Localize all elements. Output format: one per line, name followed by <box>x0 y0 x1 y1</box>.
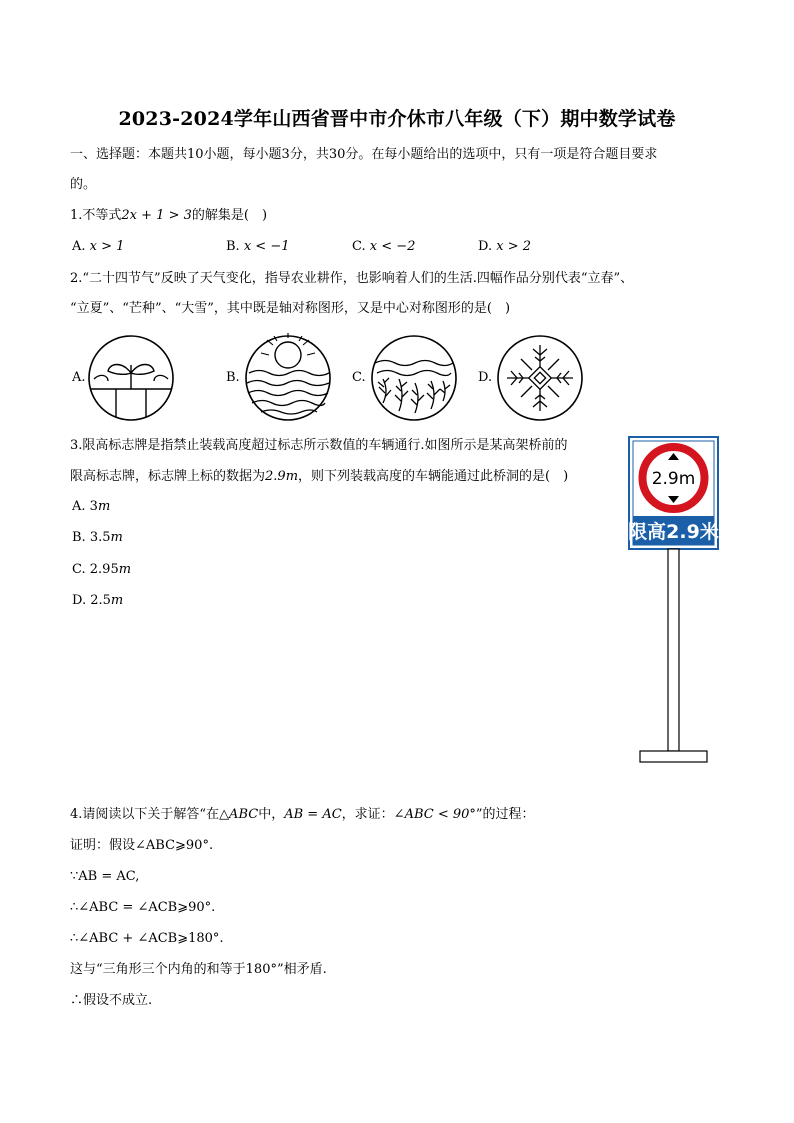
snowflake-icon <box>495 333 585 423</box>
section-instruction-line2: 的。 <box>70 177 97 192</box>
question-3-option-a[interactable] <box>72 499 110 514</box>
sign-pole <box>668 549 679 751</box>
option-value: 3 <box>89 499 98 514</box>
option-label: C. <box>72 562 86 577</box>
question-2-option-c-label[interactable]: C. <box>352 370 366 385</box>
page-title: 2023-2024学年山西省晋中市介休市八年级（下）期中数学试卷 <box>118 108 676 130</box>
proof-line-6: ∴假设不成立. <box>70 993 153 1008</box>
question-4-mid: 中， <box>258 807 285 822</box>
option-value: 2.5 <box>90 593 111 608</box>
spring-sprout-icon <box>86 333 176 423</box>
question-3-stem-line2 <box>70 468 568 486</box>
question-2-option-b-label[interactable]: B. <box>226 370 240 385</box>
question-1-option-b[interactable] <box>226 239 289 254</box>
option-label: A. <box>72 239 86 254</box>
option-unit: m <box>110 593 124 608</box>
option-label: A. <box>72 499 86 514</box>
option-label: D. <box>72 593 87 608</box>
question-4-claim: ∠ABC < 90° <box>393 807 476 822</box>
question-3-height-value: 2.9m <box>265 469 299 484</box>
question-1-expression: 2x + 1 > 3 <box>121 208 192 223</box>
proof-line-4: ∴∠ABC + ∠ACB⩾180°. <box>70 931 224 946</box>
height-limit-sign <box>628 436 720 766</box>
summer-sun-icon <box>243 333 333 423</box>
question-3-option-d[interactable] <box>72 593 123 608</box>
question-3-stem-line1: 3.限高标志牌是指禁止装载高度超过标志所示数值的车辆通行.如图所示是某高架桥前的 <box>70 438 568 453</box>
option-label: C. <box>352 239 366 254</box>
section-instruction-line1: 一、选择题：本题共10小题，每小题3分，共30分。在每小题给出的选项中，只有一项是符合题目要求 <box>70 147 658 162</box>
question-3-stem-suffix: ，则下列装载高度的车辆能通过此桥洞的是( ) <box>298 469 569 484</box>
question-2-option-d-label[interactable]: D. <box>478 370 493 385</box>
question-2-option-a-label[interactable]: A. <box>72 370 86 385</box>
proof-line-1: 证明：假设∠ABC⩾90°. <box>70 838 214 853</box>
question-3-stem-prefix: 限高标志牌，标志牌上标的数据为 <box>70 469 266 484</box>
option-text: x < −1 <box>243 239 290 254</box>
question-2-stem-line1: 2.“二十四节气”反映了天气变化，指导农业耕作，也影响着人们的生活.四幅作品分别代表“立春”、 <box>70 271 634 286</box>
option-label: B. <box>226 239 240 254</box>
question-1-option-a[interactable] <box>72 239 124 254</box>
question-3-option-c[interactable] <box>72 562 131 577</box>
option-unit: m <box>118 562 132 577</box>
question-1-prefix: 1.不等式 <box>70 208 122 223</box>
question-1-suffix: 的解集是( ) <box>191 208 268 223</box>
question-4-triangle: △ABC <box>219 807 259 822</box>
question-1-stem <box>70 207 267 225</box>
question-4-stem <box>70 806 535 824</box>
question-1-option-d[interactable] <box>478 239 531 254</box>
proof-line-3: ∴∠ABC = ∠ACB⩾90°. <box>70 900 216 915</box>
proof-line-5: 这与“三角形三个内角的和等于180°”相矛盾. <box>70 962 327 977</box>
question-4-mid2: ，求证： <box>341 807 394 822</box>
option-value: 2.95 <box>89 562 119 577</box>
sign-panel-text: 限高2.9米 <box>628 521 719 543</box>
sign-base <box>640 751 707 762</box>
question-4-suffix: ”的过程： <box>475 807 535 822</box>
option-value: 3.5 <box>89 530 111 545</box>
question-1-option-c[interactable] <box>352 239 415 254</box>
option-text: x < −2 <box>369 239 416 254</box>
option-text: x > 2 <box>496 239 531 254</box>
question-2-stem-line2: “立夏”、“芒种”、“大雪”，其中既是轴对称图形，又是中心对称图形的是( ) <box>70 301 511 316</box>
grain-in-ear-icon <box>369 333 459 423</box>
option-label: D. <box>478 239 493 254</box>
option-unit: m <box>110 530 123 545</box>
sign-circle-text: 2.9m <box>651 469 696 489</box>
option-unit: m <box>97 499 111 514</box>
proof-line-2: ∵AB = AC, <box>70 869 140 884</box>
question-4-prefix: 4.请阅读以下关于解答“在 <box>70 807 220 822</box>
question-4-condition: AB = AC <box>284 807 342 822</box>
option-text: x > 1 <box>89 239 125 254</box>
option-label: B. <box>72 530 86 545</box>
question-3-option-b[interactable] <box>72 530 123 545</box>
